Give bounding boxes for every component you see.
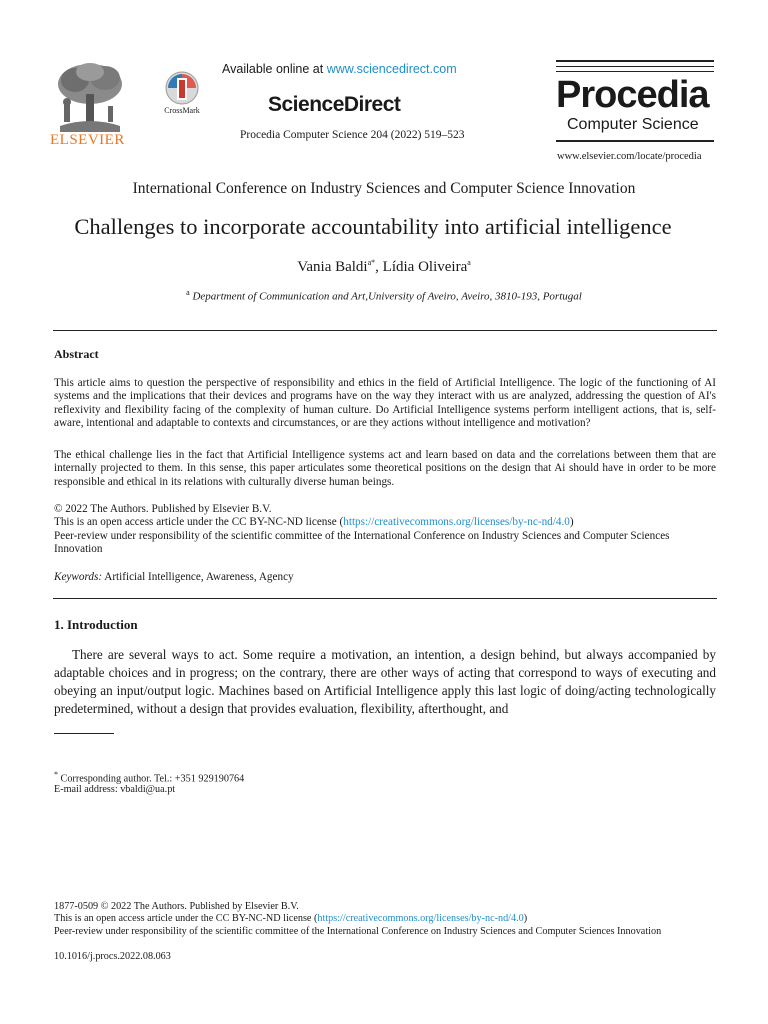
available-online [222, 62, 457, 76]
procedia-top-rule-1 [556, 60, 714, 62]
email-address: E-mail address: vbaldi@ua.pt [54, 784, 176, 795]
procedia-wordmark: Procedia [556, 74, 709, 116]
author-2: Lídia Oliveira [382, 259, 468, 275]
author-1: Vania Baldi [297, 259, 368, 275]
footnote-sup: * [54, 770, 58, 779]
bottom-license-suffix: ) [523, 913, 528, 924]
bottom-peer-review: Peer-review under responsibility of the scientific committee of the International Conference on Industry Sciences and Computer Sciences Innovation [54, 926, 662, 937]
affiliation-text: Department of Communication and Art,University of Aveiro, Aveiro, 3810-193, Portugal [192, 290, 582, 303]
abstract-paragraph-1: This article aims to question the perspective of responsibility and ethics in the field of Artificial Intelligence. The logic of the functioning of AI systems and the implications that their devices and programs have on the way they interact with us are analyzed, addressing the question of AI's reflexivity and flexibility facing of the complexity of human culture. Do Artificial Intelligence systems perform intelligent actions, that is, self-aware, intentional and adaptable to contexts and circumstances, or are they actions without intelligence and motivation? [54, 377, 716, 430]
author-list [0, 258, 768, 276]
procedia-top-rule-3 [556, 71, 714, 72]
bottom-license-prefix: This is an open access article under the CC BY-NC-ND license ( [54, 913, 318, 924]
sciencedirect-link[interactable]: www.sciencedirect.com [326, 62, 457, 76]
author-1-sup: a* [367, 258, 376, 267]
keywords [54, 571, 716, 584]
crossmark-label: CrossMark [164, 106, 200, 115]
license-suffix: ) [569, 516, 574, 528]
affiliation [0, 288, 768, 303]
abstract-license [54, 516, 716, 529]
corresponding-author [54, 769, 244, 785]
journal-homepage-url[interactable]: www.elsevier.com/locate/procedia [557, 151, 702, 162]
procedia-bottom-rule [556, 140, 714, 142]
abstract-heading: Abstract [54, 347, 99, 361]
sciencedirect-logo: ScienceDirect [268, 93, 401, 116]
abstract-copyright: © 2022 The Authors. Published by Elsevier B.V. [54, 503, 272, 515]
paper-title: Challenges to incorporate accountability into artificial intelligence [74, 214, 672, 239]
bottom-license-link[interactable]: https://creativecommons.org/licenses/by-nc-nd/4.0 [317, 913, 524, 924]
bottom-license [54, 913, 527, 925]
conference-name: International Conference on Industry Sciences and Computer Science Innovation [132, 180, 636, 197]
available-prefix: Available online at [222, 62, 327, 76]
abstract-paragraph-2: The ethical challenge lies in the fact that Artificial Intelligence systems act and learn based on data and the correlations between them that are internally projected to them. In this sense, this paper articulates some theoretical positions on the design that Ai should have in order to be more responsible and ethical in its relations with culturally diverse human beings. [54, 449, 716, 488]
rule-above-abstract [53, 330, 717, 331]
crossmark-icon [162, 70, 202, 106]
license-prefix: This is an open access article under the CC BY-NC-ND license ( [54, 516, 344, 528]
elsevier-wordmark: ELSEVIER [50, 132, 125, 148]
crossmark-badge[interactable] [158, 70, 206, 120]
keywords-label: Keywords: [54, 571, 103, 583]
rule-below-abstract [53, 598, 717, 599]
procedia-masthead [556, 60, 714, 142]
introduction-heading: 1. Introduction [54, 617, 138, 632]
license-link[interactable]: https://creativecommons.org/licenses/by-nc-nd/4.0 [343, 516, 570, 528]
journal-citation: Procedia Computer Science 204 (2022) 519–523 [240, 129, 465, 141]
issn-line: 1877-0509 © 2022 The Authors. Published by Elsevier B.V. [54, 901, 299, 912]
abstract-peer-review: Peer-review under responsibility of the scientific committee of the International Conference on Industry Sciences and Computer Sciences Innovation [54, 530, 670, 556]
elsevier-tree-icon [50, 60, 130, 132]
author-2-sup: a [467, 258, 471, 267]
introduction-paragraph: There are several ways to act. Some require a motivation, an intention, a design behind, but always accompanied by adaptable choices and in progress; on the contrary, there are other ways of acting that correspond to ways of executing and obeying an input/output logic. Machines based on Artificial Intelligence apply this last logic of doing/acting technologically predetermined, without a design that provides evaluation, flexibility, afterthought, and [54, 647, 716, 716]
affiliation-sup: a [186, 288, 190, 297]
elsevier-logo [50, 60, 130, 150]
keywords-text: Artificial Intelligence, Awareness, Agency [102, 571, 294, 583]
corresponding-text: Corresponding author. Tel.: +351 929190764 [60, 773, 245, 785]
procedia-top-rule-2 [556, 66, 714, 67]
author-separator: , [375, 259, 383, 275]
doi[interactable]: 10.1016/j.procs.2022.08.063 [54, 951, 171, 962]
footnote-rule [54, 733, 114, 734]
procedia-subtitle: Computer Science [567, 116, 699, 133]
